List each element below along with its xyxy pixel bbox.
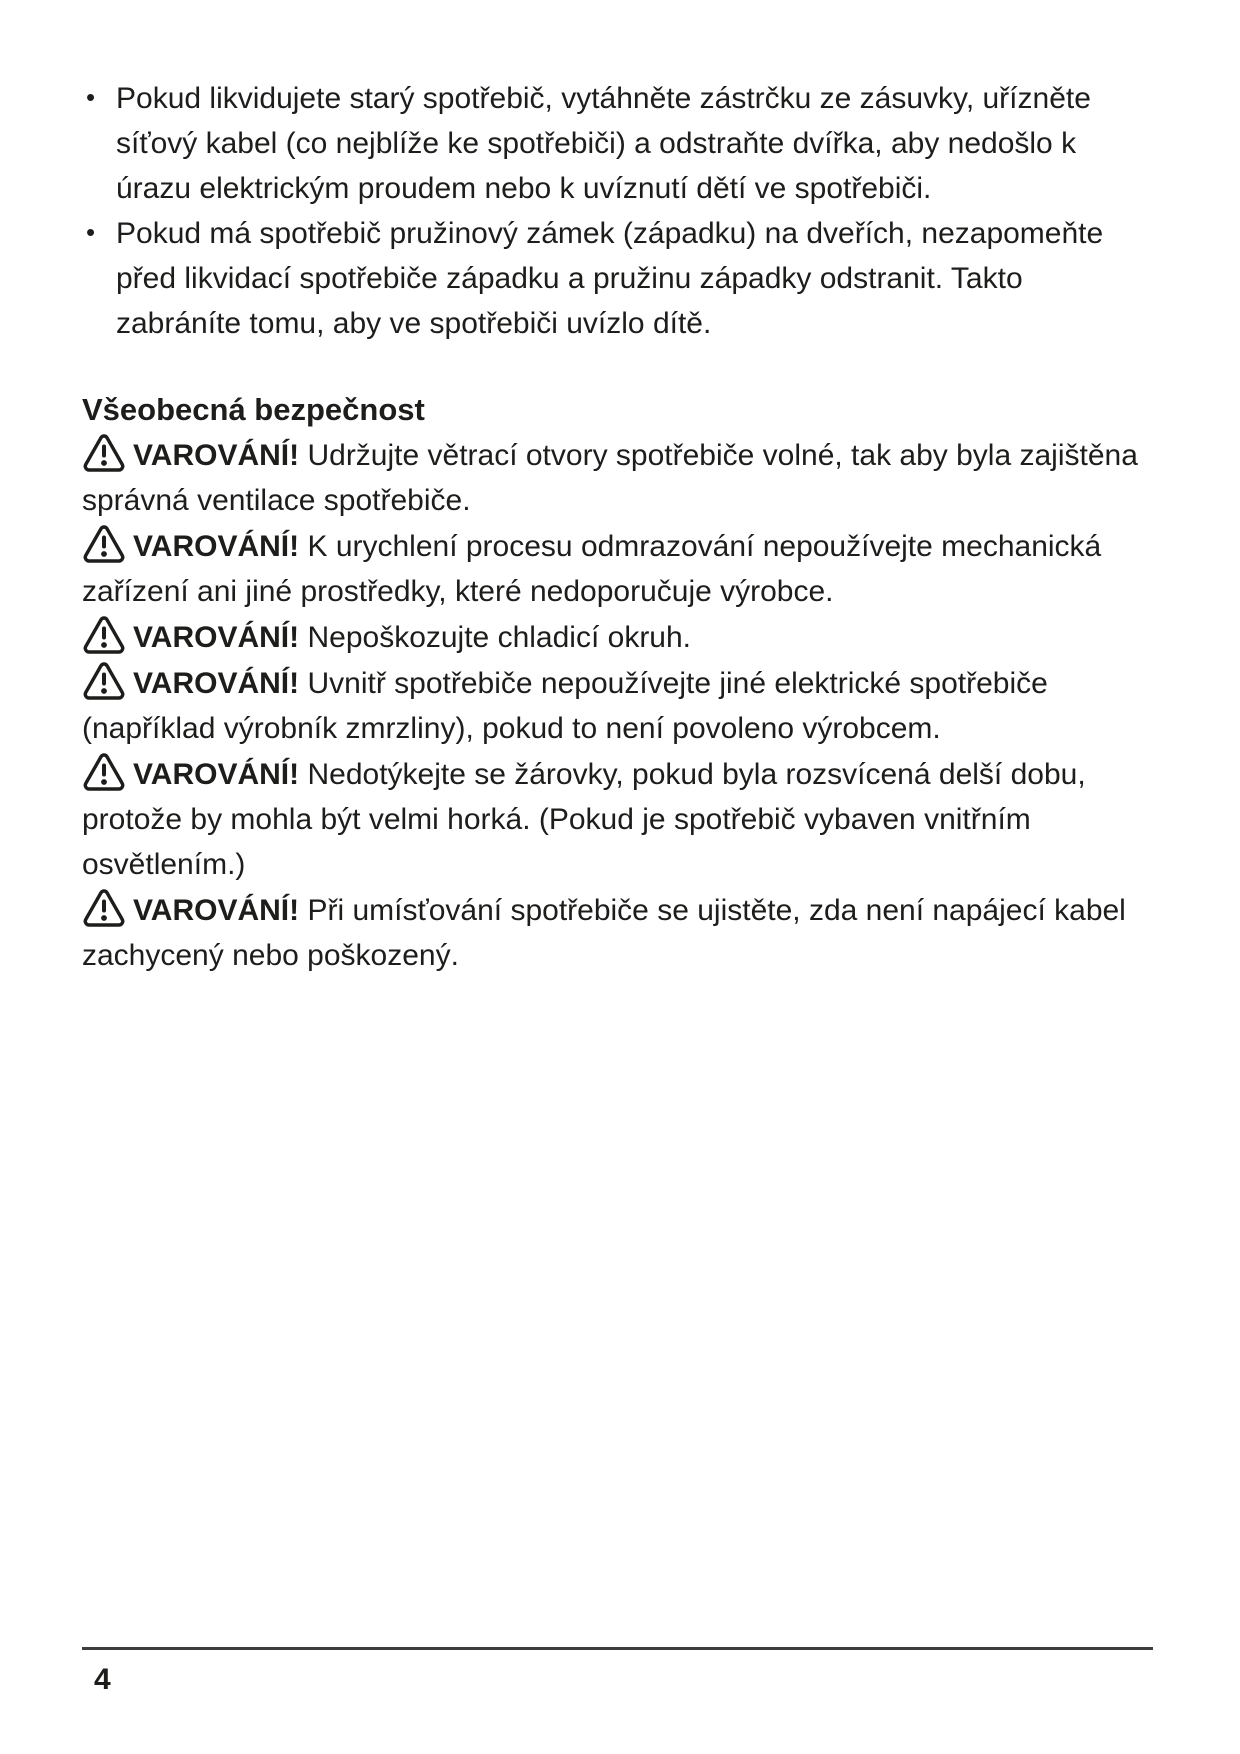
warning-paragraph bbox=[82, 614, 1154, 660]
section-heading: Všeobecná bezpečnost bbox=[82, 392, 425, 427]
warning-triangle-icon bbox=[82, 887, 126, 927]
page-content bbox=[82, 76, 1154, 978]
warning-triangle-icon bbox=[82, 660, 126, 700]
warning-paragraph bbox=[82, 887, 1154, 978]
warning-triangle-icon bbox=[82, 751, 126, 791]
bullet-dot: • bbox=[86, 82, 96, 112]
warning-text: Při umísťování spotřebiče se ujistěte, zda není napájecí kabel zachycený nebo poškozený. bbox=[82, 894, 1126, 972]
list-item bbox=[82, 211, 1154, 346]
warning-paragraph bbox=[82, 751, 1154, 887]
warning-label: VAROVÁNÍ! bbox=[133, 439, 300, 472]
warning-text: Uvnitř spotřebiče nepoužívejte jiné elektrické spotřebiče (například výrobník zmrzliny), pokud to není povoleno výrobcem. bbox=[82, 667, 1048, 745]
warning-text: Udržujte větrací otvory spotřebiče volné, tak aby byla zajištěna správná ventilace spotřebiče. bbox=[82, 439, 1138, 517]
list-item bbox=[82, 76, 1154, 211]
warning-paragraph bbox=[82, 523, 1154, 614]
warning-text: Nedotýkejte se žárovky, pokud byla rozsvícená delší dobu, protože by mohla být velmi horká. (Pokud je spotřebič vybaven vnitřním osvětlením.) bbox=[82, 758, 1086, 881]
warning-paragraph bbox=[82, 432, 1154, 523]
warning-label: VAROVÁNÍ! bbox=[133, 758, 300, 791]
bullet-list bbox=[82, 76, 1154, 346]
warning-text: K urychlení procesu odmrazování nepoužívejte mechanická zařízení ani jiné prostředky, které nedoporučuje výrobce. bbox=[82, 530, 1102, 608]
warning-label: VAROVÁNÍ! bbox=[133, 894, 300, 927]
bullet-dot: • bbox=[86, 217, 96, 247]
warning-triangle-icon bbox=[82, 523, 126, 563]
warning-text: Nepoškozujte chladicí okruh. bbox=[307, 621, 692, 654]
bullet-text: Pokud likvidujete starý spotřebič, vytáhněte zástrčku ze zásuvky, uřízněte síťový kabel (co nejblíže ke spotřebiči) a odstraňte dvířka, aby nedošlo k úrazu elektrickým proudem nebo k uvíznutí dětí ve spotřebiči. bbox=[116, 82, 1091, 205]
warning-label: VAROVÁNÍ! bbox=[133, 530, 300, 563]
warning-triangle-icon bbox=[82, 614, 126, 654]
warning-label: VAROVÁNÍ! bbox=[133, 621, 300, 654]
warning-triangle-icon bbox=[82, 432, 126, 472]
footer-rule bbox=[82, 1647, 1153, 1650]
warning-label: VAROVÁNÍ! bbox=[133, 667, 300, 700]
page-number: 4 bbox=[94, 1663, 111, 1696]
warning-paragraph bbox=[82, 660, 1154, 751]
bullet-text: Pokud má spotřebič pružinový zámek (západku) na dveřích, nezapomeňte před likvidací spotřebiče západku a pružinu západky odstranit. Takto zabráníte tomu, aby ve spotřebiči uvízlo dítě. bbox=[116, 217, 1104, 340]
